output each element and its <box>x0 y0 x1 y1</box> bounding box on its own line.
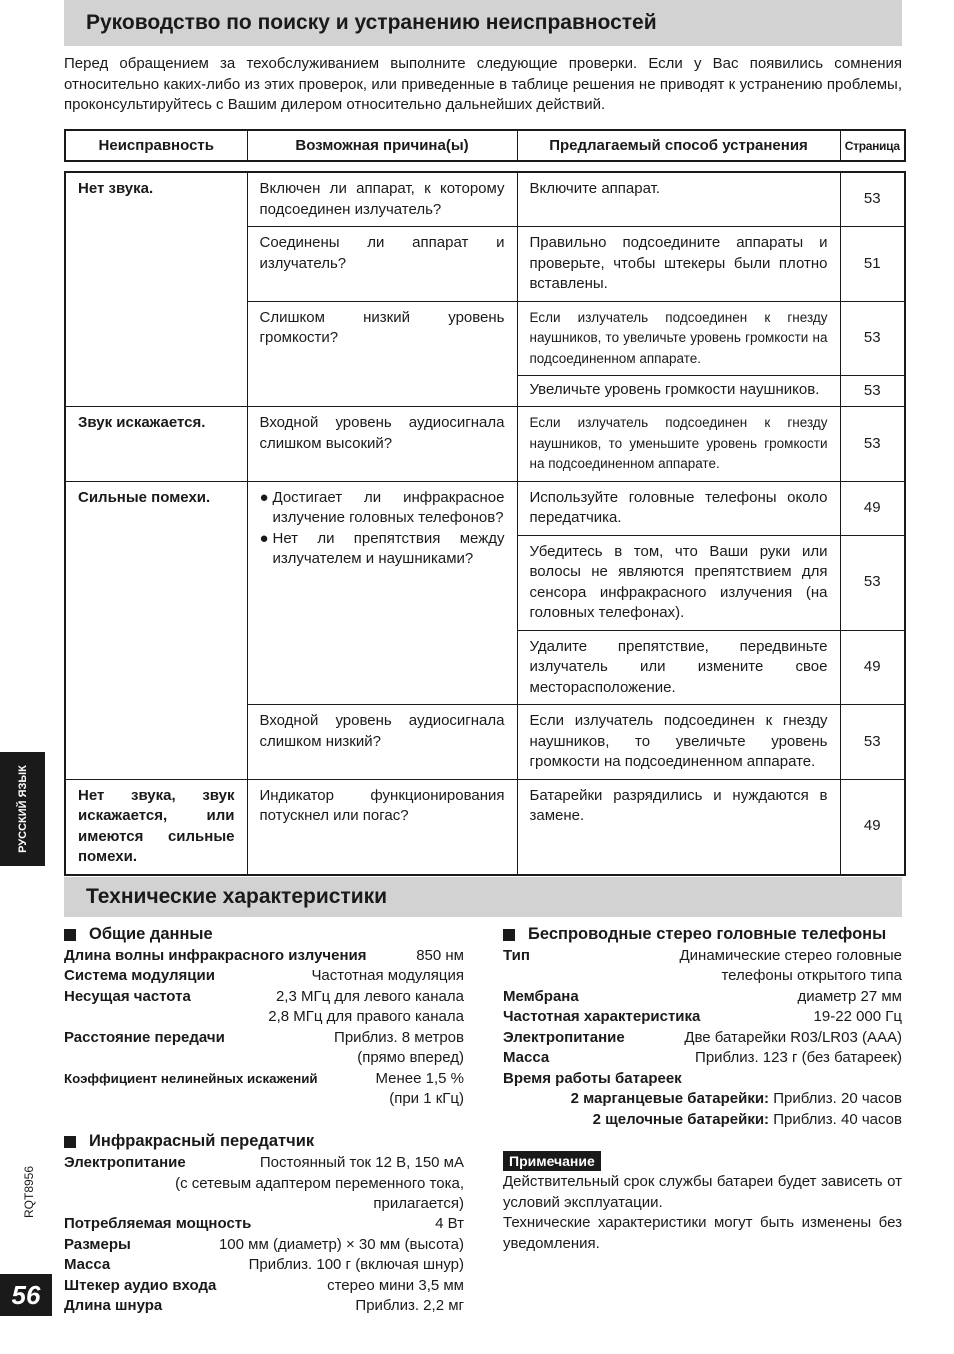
note-line: Действительный срок службы батареи будет зависеть от условий эксплуатации. <box>503 1173 902 1211</box>
spec-row <box>64 1235 464 1256</box>
spec-value: Приблиз. 123 г (без батареек) <box>695 1049 902 1066</box>
spec-row <box>64 1028 464 1049</box>
page-ref: 49 <box>840 630 905 705</box>
spec-value: диаметр 27 мм <box>797 988 902 1005</box>
page-ref: 53 <box>840 407 905 482</box>
cause-bullet <box>260 488 505 529</box>
spec-value: Приблиз. 2,2 мг <box>355 1297 464 1314</box>
header-remedy: Предлагаемый способ устранения <box>517 130 840 161</box>
headphones-heading-text: Беспроводные стерео головные телефоны <box>528 925 887 943</box>
spec-key: 2 марганцевые батарейки: <box>570 1090 770 1107</box>
page-ref: 53 <box>840 376 905 407</box>
spec-key: Мембрана <box>503 988 579 1005</box>
spec-row <box>503 1028 902 1049</box>
spec-row <box>64 1153 464 1174</box>
spec-value: 100 мм (диаметр) × 30 мм (высота) <box>218 1236 464 1253</box>
spec-key: Тип <box>503 947 530 964</box>
fault-distorted-sound: Звук искажается. <box>65 407 247 482</box>
spec-row <box>64 946 464 967</box>
spec-key: Частотная характеристика <box>503 1008 701 1025</box>
bullet-icon: ● <box>259 488 269 506</box>
troubleshooting-title-bar <box>64 0 902 46</box>
spec-value: Частотная модуляция <box>311 967 464 984</box>
spec-value-continued: телефоны открытого типа <box>721 967 902 984</box>
spec-row <box>64 1276 464 1297</box>
spec-key: 2 щелочные батарейки: <box>592 1111 770 1128</box>
table-row <box>65 481 905 535</box>
page-ref: 49 <box>840 481 905 535</box>
spec-value: 2,3 МГц для левого канала <box>275 988 464 1005</box>
spec-row <box>503 987 902 1008</box>
headphones-heading <box>503 925 886 944</box>
square-bullet-icon <box>503 929 515 941</box>
table-row <box>65 407 905 482</box>
fault-strong-noise: Сильные помехи. <box>65 481 247 779</box>
cause-cell <box>247 301 517 407</box>
spec-value-continued: 2,8 МГц для правого канала <box>268 1008 464 1025</box>
troubleshooting-header-table <box>64 129 906 162</box>
language-tab <box>0 752 45 866</box>
spec-key: Система модуляции <box>64 967 215 984</box>
note-text <box>503 1172 902 1254</box>
remedy-cell: Удалите препятствие, передвиньте излучатель или измените свое месторасположение. <box>517 630 840 705</box>
bullet-text: Нет ли препятствия между излучателем и наушниками? <box>272 529 505 567</box>
remedy-cell: Используйте головные телефоны около передатчика. <box>517 481 840 535</box>
spec-row <box>593 1110 902 1131</box>
spec-key: Масса <box>64 1256 111 1273</box>
spec-row <box>64 1069 464 1090</box>
bullet-text: Достигает ли инфракрасное излучение головных телефонов? <box>272 488 505 526</box>
remedy-cell: Увеличьте уровень громкости наушников. <box>517 376 840 407</box>
header-fault: Неисправность <box>65 130 247 161</box>
cause-cell: Индикатор функционирования потускнел или погас? <box>247 779 517 875</box>
spec-key: Масса <box>503 1049 550 1066</box>
spec-row <box>503 1007 902 1028</box>
spec-value: Постоянный ток 12 В, 150 мА <box>259 1154 464 1171</box>
spec-key: Расстояние передачи <box>64 1029 225 1046</box>
spec-key: Время работы батареек <box>503 1070 682 1087</box>
spec-row <box>64 1255 464 1276</box>
general-heading-text: Общие данные <box>89 925 213 943</box>
spec-value-continued: (с сетевым адаптером переменного тока, <box>175 1175 464 1192</box>
spec-row <box>64 966 464 987</box>
remedy-cell: Правильно подсоедините аппараты и проверьте, чтобы штекеры были плотно вставлены. <box>517 227 840 302</box>
general-heading <box>64 925 213 944</box>
page-ref: 53 <box>840 301 905 376</box>
spec-key: Длина шнура <box>64 1297 163 1314</box>
fault-combined <box>65 779 247 875</box>
spec-value: Две батарейки R03/LR03 (AAA) <box>684 1029 902 1046</box>
spec-value: Приблиз. 40 часов <box>773 1111 902 1128</box>
spec-row <box>64 987 464 1008</box>
spec-row <box>64 1296 464 1317</box>
spec-row <box>571 1089 902 1110</box>
fault-text: Нет звука, звук искажается, или имеются сильные помехи. <box>78 786 235 865</box>
model-code: RQT8956 <box>22 1165 36 1218</box>
spec-value-continued: прилагается) <box>373 1195 464 1212</box>
spec-row <box>503 1048 902 1069</box>
note-line: Технические характеристики могут быть изменены без уведомления. <box>503 1214 902 1252</box>
transmitter-heading <box>64 1132 314 1151</box>
page-ref: 53 <box>840 535 905 630</box>
cause-cell: Входной уровень аудиосигнала слишком высокий? <box>247 407 517 482</box>
specs-title-bar <box>64 877 902 917</box>
cause-cell <box>247 481 517 705</box>
spec-key: Коэффициент нелинейных искажений <box>64 1071 318 1086</box>
square-bullet-icon <box>64 929 76 941</box>
spec-row <box>503 1069 902 1090</box>
spec-value: Приблиз. 20 часов <box>773 1090 902 1107</box>
spec-key: Штекер аудио входа <box>64 1277 217 1294</box>
specs-title: Технические характеристики <box>86 885 388 908</box>
spec-row <box>64 1214 464 1235</box>
cause-bullet <box>260 529 505 570</box>
square-bullet-icon <box>64 1136 76 1148</box>
remedy-cell: Если излучатель подсоединен к гнезду наушников, то уменьшите уровень громкости на подсоединенном аппарате. <box>517 407 840 482</box>
spec-key: Электропитание <box>64 1154 186 1171</box>
troubleshooting-title: Руководство по поиску и устранению неисправностей <box>86 11 657 34</box>
spec-value: Менее 1,5 % <box>375 1070 464 1087</box>
page-ref: 51 <box>840 227 905 302</box>
remedy-cell: Если излучатель подсоединен к гнезду наушников, то увеличьте уровень громкости на подсоединенном аппарате. <box>517 705 840 780</box>
troubleshooting-intro: Перед обращением за техобслуживанием выполните следующие проверки. Если у Вас появились сомнения относительно каких-либо из этих проверок, или приведенные в таблице решения не приводят к устранению проблемы, проконсультируйтесь с Вашим дилером относительно дальнейших действий. <box>64 55 902 113</box>
spec-value: стерео мини 3,5 мм <box>327 1277 464 1294</box>
transmitter-heading-text: Инфракрасный передатчик <box>89 1132 315 1150</box>
remedy-cell: Убедитесь в том, что Ваши руки или волосы не являются препятствием для сенсора инфракрасного излучения (на головных телефонах). <box>517 535 840 630</box>
table-row <box>65 172 905 227</box>
table-row <box>65 779 905 875</box>
language-tab-text: РУССКИЙ ЯЗЫК <box>16 765 29 853</box>
cause-cell: Соединены ли аппарат и излучатель? <box>247 227 517 302</box>
remedy-cell: Если излучатель подсоединен к гнезду наушников, то увеличьте уровень громкости на подсоединенном аппарате. <box>517 301 840 376</box>
fault-no-sound: Нет звука. <box>65 172 247 407</box>
remedy-cell: Батарейки разрядились и нуждаются в замене. <box>517 779 840 875</box>
remedy-cell: Включите аппарат. <box>517 172 840 227</box>
spec-value: Приблиз. 100 г (включая шнур) <box>248 1256 464 1273</box>
header-page: Страница <box>840 130 905 161</box>
bullet-icon: ● <box>259 529 269 547</box>
page-ref: 49 <box>840 779 905 875</box>
spec-value: 4 Вт <box>435 1215 464 1232</box>
spec-key: Несущая частота <box>64 988 191 1005</box>
spec-value: Приблиз. 8 метров <box>334 1029 464 1046</box>
page-ref: 53 <box>840 172 905 227</box>
troubleshooting-table <box>64 171 906 876</box>
spec-value: 19-22 000 Гц <box>813 1008 902 1025</box>
page-number: 56 <box>0 1274 52 1316</box>
spec-value-continued: (прямо вперед) <box>357 1049 464 1066</box>
spec-value: 850 нм <box>416 947 464 964</box>
spec-key: Потребляемая мощность <box>64 1215 252 1232</box>
header-cause: Возможная причина(ы) <box>247 130 517 161</box>
note-label: Примечание <box>503 1151 601 1171</box>
cause-cell: Входной уровень аудиосигнала слишком низкий? <box>247 705 517 780</box>
spec-value-continued: (при 1 кГц) <box>389 1090 464 1107</box>
cause-cell: Включен ли аппарат, к которому подсоединен излучатель? <box>247 172 517 227</box>
page-ref: 53 <box>840 705 905 780</box>
spec-value: Динамические стерео головные <box>679 947 902 964</box>
spec-key: Размеры <box>64 1236 131 1253</box>
cause-text: Слишком низкий уровень громкости? <box>259 308 505 346</box>
spec-key: Электропитание <box>503 1029 625 1046</box>
spec-key: Длина волны инфракрасного излучения <box>64 947 367 964</box>
spec-row <box>503 946 902 967</box>
